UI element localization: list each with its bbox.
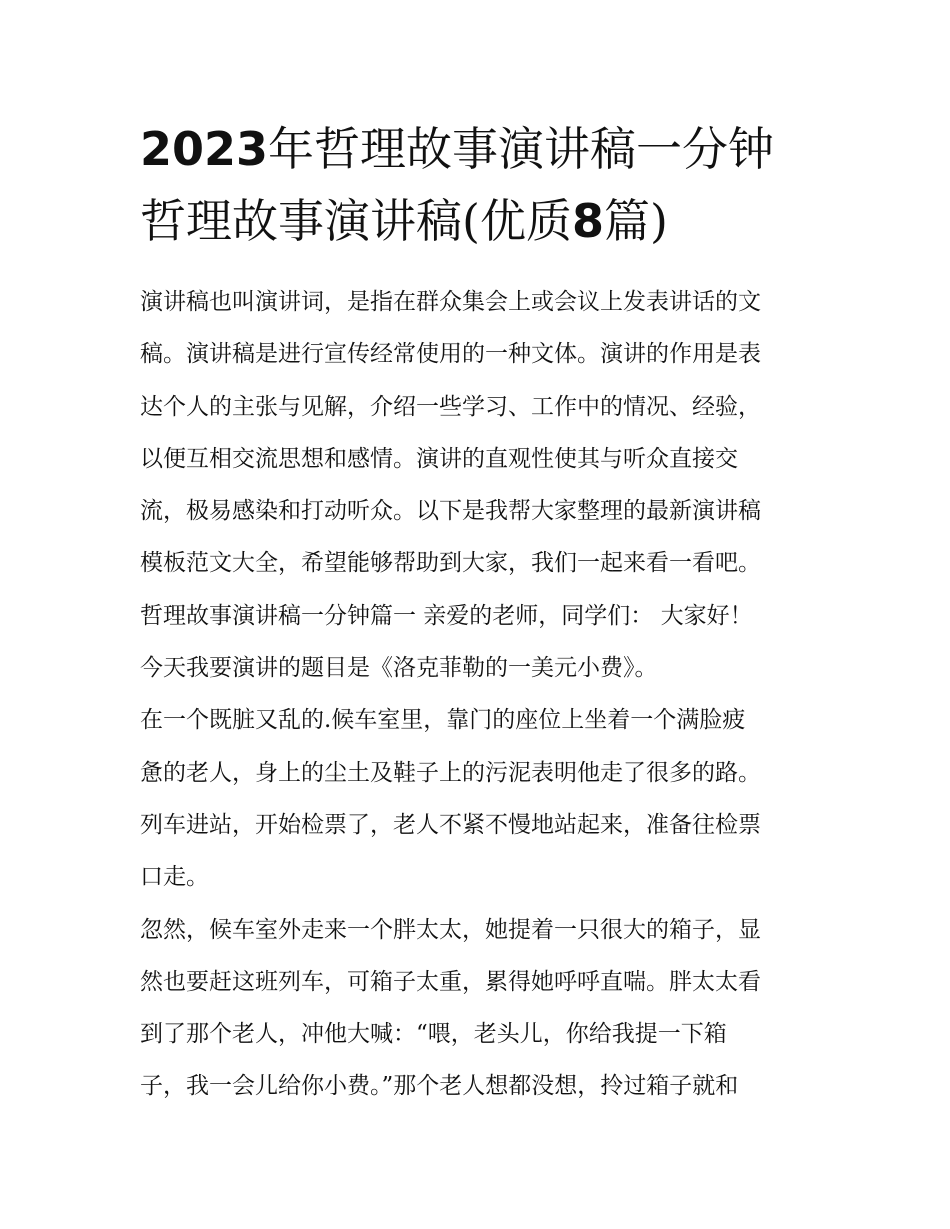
body-line: 惫的老人，身上的尘土及鞋子上的污泥表明他走了很多的路。	[140, 759, 761, 786]
body-line: 今天我要演讲的题目是《洛克菲勒的一美元小费》。	[140, 655, 658, 682]
body-line: 子，我一会儿给你小费。”那个老人想都没想，拎过箱子就和	[140, 1073, 739, 1100]
body-line: 然也要赶这班列车，可箱子太重，累得她呼呼直喘。胖太太看	[140, 968, 761, 995]
body-line: 模板范文大全，希望能够帮助到大家，我们一起来看一看吧。	[140, 550, 761, 577]
title-year: 2023	[140, 122, 269, 176]
title-count: 8	[571, 194, 604, 248]
body-line: 以便互相交流思想和感情。演讲的直观性使其与听众直接交	[140, 445, 738, 472]
title-line-2-text-a: 哲理故事演讲稿(优质	[140, 194, 572, 248]
title-line-1	[140, 113, 820, 185]
title-line-2	[140, 185, 820, 257]
document-body	[140, 276, 820, 1113]
body-line: 在一个既脏又乱的.候车室里，靠门的座位上坐着一个满脸疲	[140, 707, 746, 734]
body-line: 列车进站，开始检票了，老人不紧不慢地站起来，准备往检票	[140, 811, 761, 838]
title-line-1-text: 年哲理故事演讲稿一分钟	[268, 122, 775, 176]
document-title	[140, 113, 820, 257]
body-line: 忽然，候车室外走来一个胖太太，她提着一只很大的箱子，显	[140, 916, 761, 943]
body-line: 演讲稿也叫演讲词，是指在群众集会上或会议上发表讲话的文	[140, 289, 761, 315]
body-line: 口走。	[140, 864, 209, 891]
body-line: 达个人的主张与见解，介绍一些学习、工作中的情况、经验，	[140, 393, 761, 420]
body-line: 哲理故事演讲稿一分钟篇一 亲爱的老师，同学们： 大家好！	[140, 602, 753, 629]
title-line-2-text-b: 篇)	[603, 194, 668, 248]
body-line: 到了那个老人，冲他大喊：“喂，老头儿，你给我提一下箱	[140, 1021, 727, 1048]
body-line: 流，极易感染和打动听众。以下是我帮大家整理的最新演讲稿	[140, 498, 761, 525]
body-line: 稿。演讲稿是进行宣传经常使用的一种文体。演讲的作用是表	[140, 341, 761, 368]
